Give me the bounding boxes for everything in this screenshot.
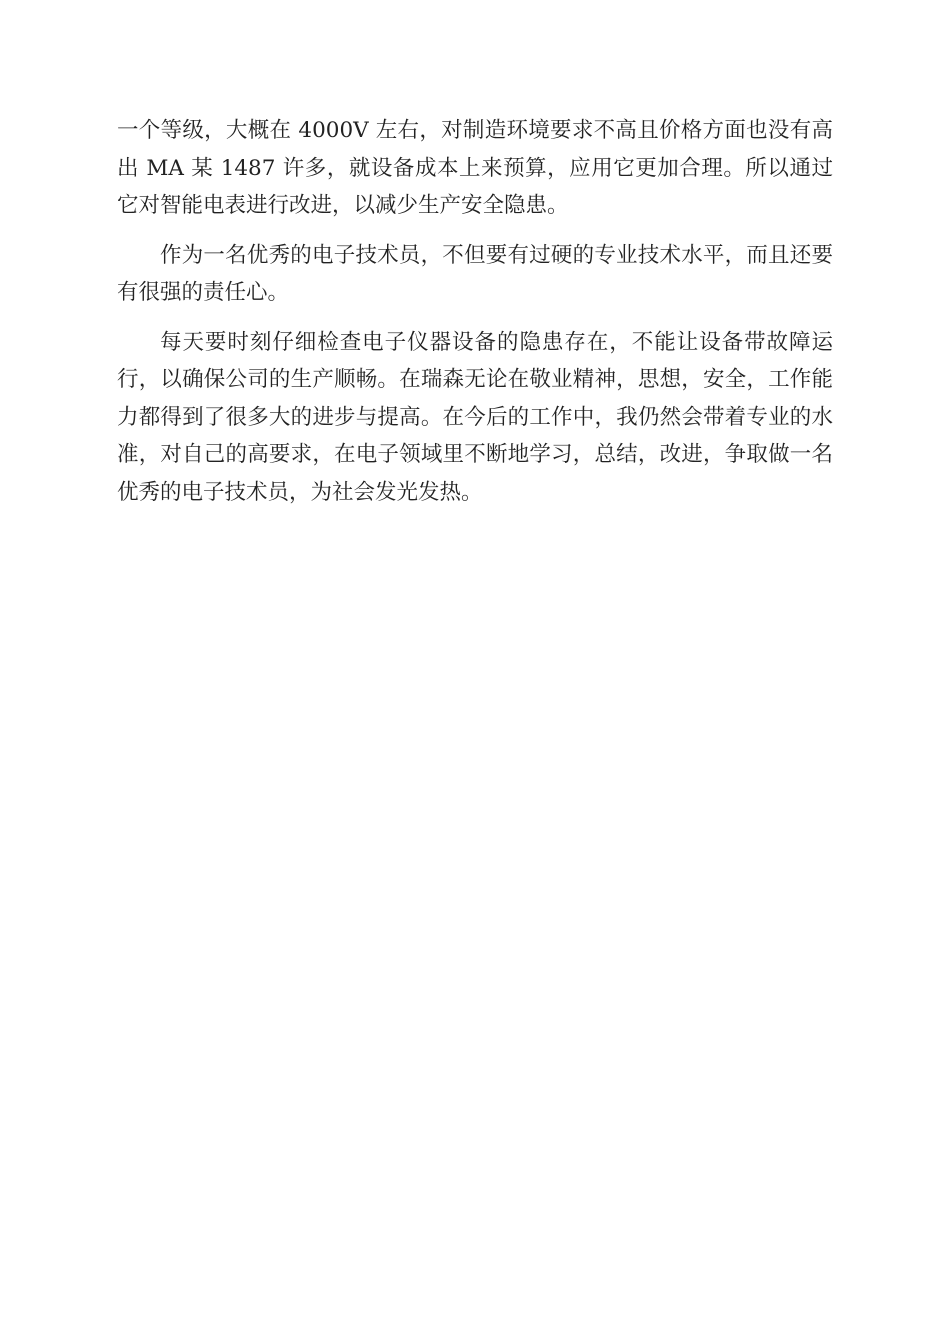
paragraph-daily-inspection: 每天要时刻仔细检查电子仪器设备的隐患存在，不能让设备带故障运行，以确保公司的生产顺畅。在瑞森无论在敬业精神，思想，安全，工作能力都得到了很多大的进步与提高。在今后的工作中，我仍然会带着专业的水准，对自己的高要求，在电子领域里不断地学习，总结，改进，争取做一名优秀的电子技术员，为社会发光发热。 (117, 329, 833, 505)
document-body (117, 112, 833, 511)
paragraph-continuation: 一个等级，大概在 4000V 左右，对制造环境要求不高且价格方面也没有高出 MA 某 1487 许多，就设备成本上来预算，应用它更加合理。所以通过它对智能电表进行改进，以减少生产安全隐患。 (117, 118, 833, 218)
paragraph-responsibility: 作为一名优秀的电子技术员，不但要有过硬的专业技术水平，而且还要有很强的责任心。 (117, 242, 833, 305)
